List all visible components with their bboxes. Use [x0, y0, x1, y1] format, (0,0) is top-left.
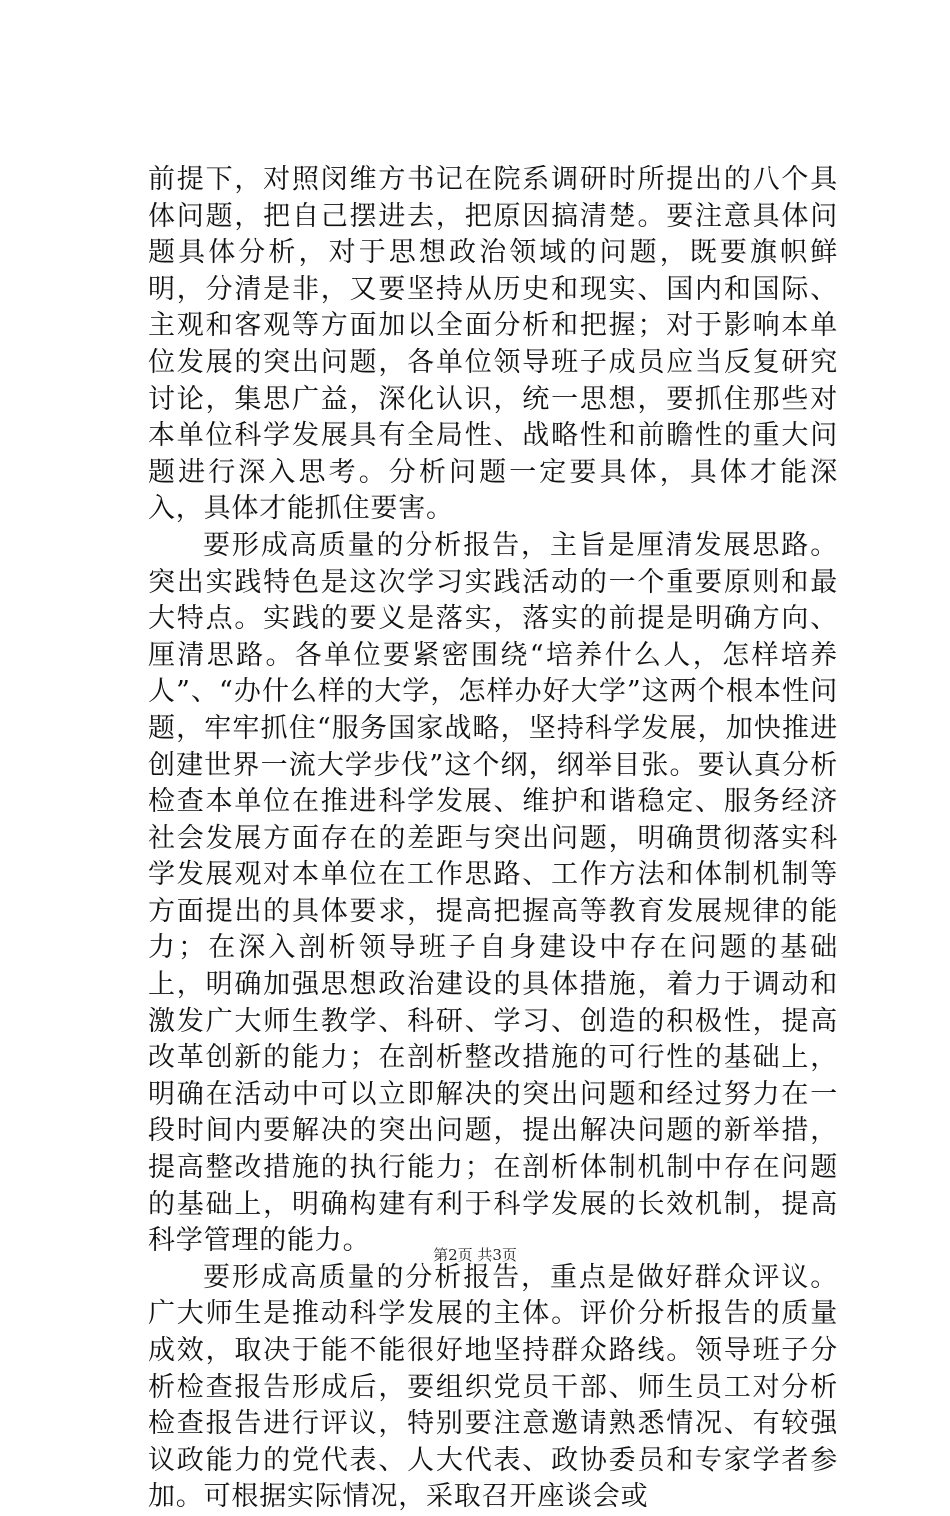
- paragraph-1: 前提下，对照闵维方书记在院系调研时所提出的八个具体问题，把自己摆进去，把原因搞清楚。要注意具体问题具体分析，对于思想政治领域的问题，既要旗帜鲜明，分清是非，又要坚持从历史和现实、国内和国际、主观和客观等方面加以全面分析和把握；对于影响本单位发展的突出问题，各单位领导班子成员应当反复研究讨论，集思广益，深化认识，统一思想，要抓住那些对本单位科学发展具有全局性、战略性和前瞻性的重大问题进行深入思考。分析问题一定要具体，具体才能深入，具体才能抓住要害。: [148, 164, 838, 525]
- paragraph-3: 要形成高质量的分析报告，重点是做好群众评议。广大师生是推动科学发展的主体。评价分析报告的质量成效，取决于能不能很好地坚持群众路线。领导班子分析检查报告形成后，要组织党员干部、师生员工对分析检查报告进行评议，特别要注意邀请熟悉情况、有较强议政能力的党代表、人大代表、政协委员和专家学者参加。可根据实际情况，采取召开座谈会或: [148, 1261, 838, 1513]
- document-body: [148, 162, 838, 1516]
- page-number-footer: 第2页 共3页: [433, 1246, 517, 1264]
- paragraph-2: 要形成高质量的分析报告，主旨是厘清发展思路。突出实践特色是这次学习实践活动的一个重要原则和最大特点。实践的要义是落实，落实的前提是明确方向、厘清思路。各单位要紧密围绕“培养什么人，怎样培养人”、“办什么样的大学，怎样办好大学”这两个根本性问题，牢牢抓住“服务国家战略，坚持科学发展，加快推进创建世界一流大学步伐”这个纲，纲举目张。要认真分析检查本单位在推进科学发展、维护和谐稳定、服务经济社会发展方面存在的差距与突出问题，明确贯彻落实科学发展观对本单位在工作思路、工作方法和体制机制等方面提出的具体要求，提高把握高等教育发展规律的能力；在深入剖析领导班子自身建设中存在问题的基础上，明确加强思想政治建设的具体措施，着力于调动和激发广大师生教学、科研、学习、创造的积极性，提高改革创新的能力；在剖析整改措施的可行性的基础上，明确在活动中可以立即解决的突出问题和经过努力在一段时间内要解决的突出问题，提出解决问题的新举措，提高整改措施的执行能力；在剖析体制机制中存在问题的基础上，明确构建有利于科学发展的长效机制，提高科学管理的能力。: [148, 529, 838, 1257]
